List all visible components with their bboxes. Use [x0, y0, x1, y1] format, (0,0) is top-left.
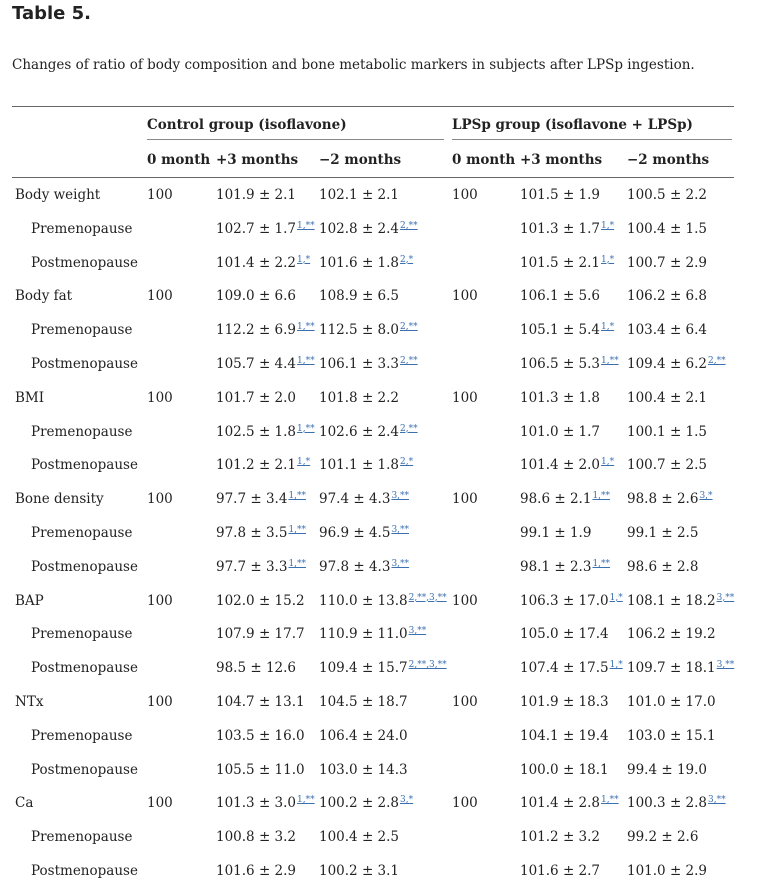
footnote-link[interactable]: 2,**	[708, 356, 726, 366]
cell-value: 109.0 ± 6.6	[216, 288, 297, 305]
cell-value: 101.0 ± 17.0	[627, 694, 716, 710]
table-cell	[319, 863, 399, 879]
table-cell	[319, 390, 399, 406]
table-cell	[147, 390, 173, 406]
table-cell	[319, 457, 413, 473]
table-cell	[520, 255, 614, 271]
table-cell	[520, 559, 610, 575]
cell-value: 100.1 ± 1.5	[627, 423, 708, 440]
table-cell	[452, 187, 478, 203]
row-label-subgroup: Postmenopause	[31, 457, 138, 474]
cell-value: 100.2 ± 2.8	[319, 795, 400, 812]
header-bottom-rule	[12, 177, 734, 178]
cell-value: 100	[147, 491, 173, 508]
row-label-subgroup: Postmenopause	[31, 356, 138, 372]
table-cell	[520, 795, 619, 811]
footnote-link[interactable]: 2,*	[400, 254, 414, 265]
subheader-control-plus3-months: +3 months	[216, 152, 299, 168]
cell-value: 100	[452, 288, 478, 305]
table-cell	[627, 694, 716, 710]
row-label-subgroup: Premenopause	[31, 626, 133, 643]
cell-value: 100	[452, 795, 478, 812]
row-label-subgroup: Postmenopause	[31, 761, 138, 778]
group-header-lpsp: LPSp group (isoflavone + LPSp)	[452, 117, 693, 133]
cell-value: 100.5 ± 2.2	[627, 187, 708, 203]
cell-value: 101.4 ± 2.2	[216, 254, 297, 271]
table-cell	[147, 593, 173, 609]
subheader-control-0-month: 0 month	[147, 152, 211, 168]
table-cell	[627, 255, 707, 271]
cell-value: 101.9 ± 2.1	[216, 187, 297, 203]
group-header-control: Control group (isoflavone)	[147, 117, 347, 133]
table-caption: Changes of ratio of body composition and bone metabolic markers in subjects after LPSp ingestion.	[12, 57, 695, 73]
cell-value: 101.3 ± 3.0	[216, 795, 297, 812]
table-cell	[627, 491, 713, 507]
footnote-link[interactable]: 2,**	[400, 423, 418, 434]
table-cell	[627, 221, 707, 237]
table-cell	[452, 795, 478, 811]
table-cell	[627, 728, 716, 744]
cell-value: 99.2 ± 2.6	[627, 829, 699, 846]
row-label: Bone density	[15, 491, 104, 508]
cell-value: 102.7 ± 1.7	[216, 220, 297, 237]
table-cell	[216, 762, 305, 778]
cell-value: 100	[452, 389, 478, 406]
table-cell	[319, 626, 426, 642]
table-cell	[319, 660, 447, 676]
table-cell	[319, 593, 447, 609]
table-cell	[452, 593, 478, 609]
subheader-lpsp-minus2-months: −2 months	[627, 152, 710, 168]
cell-value: 106.1 ± 5.6	[520, 288, 601, 305]
cell-value: 102.6 ± 2.4	[319, 423, 400, 440]
cell-value: 101.6 ± 2.9	[216, 863, 297, 879]
cell-value: 100.4 ± 1.5	[627, 220, 708, 237]
cell-value: 100.2 ± 3.1	[319, 863, 400, 879]
footnote-link[interactable]: 1,**	[297, 795, 315, 806]
row-label-subgroup: Premenopause	[31, 423, 133, 440]
table-cell	[319, 356, 418, 372]
footnote-link[interactable]: 1,**	[288, 525, 307, 535]
table-cell	[627, 829, 698, 845]
footnote-link[interactable]: 2,**,3,**	[408, 592, 447, 603]
table-cell	[216, 694, 305, 710]
cell-value: 112.2 ± 6.9	[216, 322, 297, 339]
table-cell	[520, 863, 600, 879]
row-label: Body weight	[15, 187, 101, 203]
footnote-link[interactable]: 3,**	[708, 795, 726, 806]
footnote-link[interactable]: 2,**	[400, 356, 418, 366]
cell-value: 100.8 ± 3.2	[216, 829, 297, 846]
table-cell	[216, 390, 296, 406]
table-title: Table 5.	[12, 3, 91, 24]
table-cell	[627, 762, 707, 778]
cell-value: 98.1 ± 2.3	[520, 558, 592, 575]
group-rule-control	[147, 139, 444, 140]
table-cell	[452, 288, 478, 304]
table-cell	[216, 660, 296, 676]
footnote-link[interactable]: 3,**	[391, 491, 410, 502]
table-cell	[520, 660, 623, 676]
footnote-link[interactable]: 1,**	[592, 558, 611, 569]
cell-value: 101.5 ± 2.1	[520, 254, 601, 271]
footnote-link[interactable]: 1,*	[609, 660, 623, 671]
footnote-link[interactable]: 1,**	[297, 220, 315, 231]
table-cell	[520, 356, 619, 372]
table-cell	[452, 390, 478, 406]
cell-value: 106.3 ± 17.0	[520, 592, 609, 609]
row-label-subgroup: Premenopause	[31, 727, 133, 744]
footnote-link[interactable]: 1,**	[601, 795, 619, 806]
cell-value: 100	[452, 694, 478, 710]
subheader-lpsp-plus3-months: +3 months	[520, 152, 603, 168]
cell-value: 100	[452, 592, 478, 609]
cell-value: 105.7 ± 4.4	[216, 356, 297, 372]
cell-value: 103.5 ± 16.0	[216, 727, 305, 744]
cell-value: 103.4 ± 6.4	[627, 322, 708, 339]
cell-value: 105.1 ± 5.4	[520, 322, 601, 339]
table-cell	[147, 694, 173, 710]
table-cell	[216, 221, 315, 237]
table-cell	[216, 795, 315, 811]
table-cell	[319, 525, 409, 541]
table-cell	[319, 424, 418, 440]
table-cell	[216, 356, 315, 372]
cell-value: 101.6 ± 1.8	[319, 254, 400, 271]
cell-value: 110.9 ± 11.0	[319, 626, 408, 643]
cell-value: 101.4 ± 2.8	[520, 795, 601, 812]
cell-value: 100.3 ± 2.8	[627, 795, 708, 812]
subheader-lpsp-0-month: 0 month	[452, 152, 516, 168]
table-cell	[319, 559, 409, 575]
cell-value: 99.1 ± 2.5	[627, 525, 699, 541]
table-cell	[520, 424, 600, 440]
table-cell	[216, 322, 315, 338]
table-cell	[520, 187, 600, 203]
table-cell	[147, 491, 173, 507]
cell-value: 101.3 ± 1.8	[520, 389, 601, 406]
row-label: BMI	[15, 389, 45, 406]
cell-value: 100	[452, 491, 478, 508]
cell-value: 100	[147, 187, 173, 203]
row-label: Body fat	[15, 288, 73, 305]
table-cell	[319, 762, 408, 778]
cell-value: 105.5 ± 11.0	[216, 761, 305, 778]
footnote-link[interactable]: 2,*	[400, 457, 414, 468]
cell-value: 101.2 ± 3.2	[520, 829, 601, 846]
table-cell	[627, 593, 734, 609]
cell-value: 100.4 ± 2.1	[627, 389, 708, 406]
row-label-subgroup: Postmenopause	[31, 558, 138, 575]
table-cell	[319, 795, 413, 811]
cell-value: 105.0 ± 17.4	[520, 626, 609, 643]
footnote-link[interactable]: 1,*	[609, 592, 623, 603]
footnote-link[interactable]: 3,**	[391, 558, 410, 569]
cell-value: 101.7 ± 2.0	[216, 389, 297, 406]
subheader-control-minus2-months: −2 months	[319, 152, 402, 168]
cell-value: 106.2 ± 6.8	[627, 288, 708, 305]
table-cell	[319, 221, 418, 237]
cell-value: 100	[452, 187, 478, 203]
cell-value: 109.4 ± 15.7	[319, 660, 408, 677]
table-cell	[216, 525, 306, 541]
table-cell	[520, 593, 623, 609]
cell-value: 100.0 ± 18.1	[520, 761, 609, 778]
footnote-link[interactable]: 3,**	[716, 660, 735, 671]
cell-value: 108.1 ± 18.2	[627, 592, 716, 609]
cell-value: 97.7 ± 3.3	[216, 558, 288, 575]
table-cell	[627, 660, 734, 676]
cell-value: 101.4 ± 2.0	[520, 457, 601, 474]
footnote-link[interactable]: 1,**	[601, 356, 619, 366]
table-cell	[627, 288, 707, 304]
footnote-link[interactable]: 1,*	[601, 322, 615, 333]
table-cell	[319, 728, 408, 744]
row-label-subgroup: Postmenopause	[31, 660, 138, 677]
table-cell	[627, 187, 707, 203]
row-label-subgroup: Postmenopause	[31, 254, 138, 271]
footnote-link[interactable]: 3,**	[716, 592, 735, 603]
cell-value: 107.9 ± 17.7	[216, 626, 305, 643]
cell-value: 96.9 ± 4.5	[319, 525, 391, 541]
table-cell	[627, 424, 707, 440]
footnote-link[interactable]: 1,*	[297, 254, 311, 265]
footnote-link[interactable]: 3,*	[699, 491, 713, 502]
table-cell	[319, 694, 408, 710]
footnote-link[interactable]: 2,**,3,**	[408, 660, 447, 671]
cell-value: 107.4 ± 17.5	[520, 660, 609, 677]
table-cell	[319, 829, 399, 845]
cell-value: 100.7 ± 2.5	[627, 457, 708, 474]
footnote-link[interactable]: 1,*	[297, 457, 311, 468]
row-label: Ca	[15, 795, 34, 812]
footnote-link[interactable]: 1,**	[297, 423, 315, 434]
cell-value: 109.7 ± 18.1	[627, 660, 716, 677]
cell-value: 104.1 ± 19.4	[520, 727, 609, 744]
cell-value: 102.1 ± 2.1	[319, 187, 400, 203]
footnote-link[interactable]: 2,**	[400, 220, 418, 231]
cell-value: 103.0 ± 15.1	[627, 727, 716, 744]
cell-value: 100.4 ± 2.5	[319, 829, 400, 846]
table-cell	[627, 356, 726, 372]
cell-value: 98.5 ± 12.6	[216, 660, 297, 677]
table-cell	[627, 559, 698, 575]
table-cell	[520, 221, 614, 237]
table-cell	[216, 829, 296, 845]
table-cell	[520, 322, 614, 338]
cell-value: 106.4 ± 24.0	[319, 727, 408, 744]
table-cell	[216, 559, 306, 575]
table-cell	[452, 491, 478, 507]
cell-value: 100.7 ± 2.9	[627, 254, 708, 271]
cell-value: 106.5 ± 5.3	[520, 356, 601, 372]
table-cell	[520, 457, 614, 473]
cell-value: 103.0 ± 14.3	[319, 761, 408, 778]
cell-value: 100	[147, 389, 173, 406]
table-cell	[520, 728, 609, 744]
row-label-subgroup: Premenopause	[31, 829, 133, 846]
cell-value: 101.8 ± 2.2	[319, 389, 400, 406]
cell-value: 99.1 ± 1.9	[520, 525, 592, 541]
row-label-subgroup: Postmenopause	[31, 863, 138, 879]
table-cell	[216, 863, 296, 879]
table-cell	[216, 626, 305, 642]
table-cell	[216, 593, 305, 609]
table-cell	[627, 626, 716, 642]
cell-value: 101.0 ± 2.9	[627, 863, 708, 879]
group-rule-lpsp	[452, 139, 732, 140]
table-cell	[627, 457, 707, 473]
table-cell	[216, 457, 310, 473]
table-cell	[452, 694, 478, 710]
table-cell	[627, 525, 698, 541]
table-cell	[520, 525, 591, 541]
row-label: NTx	[15, 694, 44, 710]
cell-value: 106.2 ± 19.2	[627, 626, 716, 643]
footnote-link[interactable]: 1,*	[601, 254, 615, 265]
footnote-link[interactable]: 1,**	[592, 491, 611, 502]
table-cell	[319, 187, 399, 203]
table-cell	[147, 288, 173, 304]
cell-value: 101.6 ± 2.7	[520, 863, 601, 879]
cell-value: 102.5 ± 1.8	[216, 423, 297, 440]
cell-value: 102.0 ± 15.2	[216, 592, 305, 609]
footnote-link[interactable]: 2,**	[400, 322, 418, 333]
table-cell	[520, 491, 610, 507]
cell-value: 100	[147, 288, 173, 305]
footnote-link[interactable]: 1,**	[288, 491, 307, 502]
table-cell	[216, 187, 296, 203]
cell-value: 100	[147, 592, 173, 609]
table-cell	[319, 255, 413, 271]
cell-value: 99.4 ± 19.0	[627, 761, 708, 778]
table-cell	[627, 863, 707, 879]
cell-value: 110.0 ± 13.8	[319, 592, 408, 609]
table-cell	[216, 424, 315, 440]
footnote-link[interactable]: 1,**	[297, 356, 315, 366]
cell-value: 100	[147, 694, 173, 710]
table-cell	[216, 288, 296, 304]
cell-value: 102.8 ± 2.4	[319, 220, 400, 237]
cell-value: 109.4 ± 6.2	[627, 356, 708, 372]
cell-value: 97.4 ± 4.3	[319, 491, 391, 508]
cell-value: 108.9 ± 6.5	[319, 288, 400, 305]
table-cell	[319, 491, 409, 507]
table-top-rule	[12, 106, 734, 107]
table-cell	[216, 728, 305, 744]
table-cell	[216, 491, 306, 507]
table-cell	[319, 288, 399, 304]
table-cell	[627, 795, 726, 811]
table-cell	[627, 322, 707, 338]
cell-value: 97.8 ± 4.3	[319, 558, 391, 575]
table-cell	[520, 762, 609, 778]
table-cell	[520, 694, 609, 710]
cell-value: 101.0 ± 1.7	[520, 423, 601, 440]
table-cell	[147, 795, 173, 811]
footnote-link[interactable]: 1,**	[288, 558, 307, 569]
table-cell	[147, 187, 173, 203]
cell-value: 106.1 ± 3.3	[319, 356, 400, 372]
cell-value: 100	[147, 795, 173, 812]
cell-value: 104.7 ± 13.1	[216, 694, 305, 710]
table-cell	[520, 288, 600, 304]
footnote-link[interactable]: 1,*	[601, 457, 615, 468]
cell-value: 98.6 ± 2.8	[627, 558, 699, 575]
cell-value: 98.6 ± 2.1	[520, 491, 592, 508]
row-label-subgroup: Premenopause	[31, 220, 133, 237]
table-cell	[520, 626, 609, 642]
cell-value: 101.3 ± 1.7	[520, 220, 601, 237]
row-label: BAP	[15, 592, 44, 609]
table-cell	[627, 390, 707, 406]
cell-value: 101.2 ± 2.1	[216, 457, 297, 474]
cell-value: 101.1 ± 1.8	[319, 457, 400, 474]
cell-value: 101.9 ± 18.3	[520, 694, 609, 710]
footnote-link[interactable]: 3,**	[408, 626, 427, 637]
cell-value: 98.8 ± 2.6	[627, 491, 699, 508]
cell-value: 112.5 ± 8.0	[319, 322, 400, 339]
cell-value: 97.7 ± 3.4	[216, 491, 288, 508]
table-cell	[520, 829, 600, 845]
row-label-subgroup: Premenopause	[31, 322, 133, 339]
footnote-link[interactable]: 3,**	[391, 525, 410, 535]
footnote-link[interactable]: 1,**	[297, 322, 315, 333]
cell-value: 104.5 ± 18.7	[319, 694, 408, 710]
footnote-link[interactable]: 1,*	[601, 220, 615, 231]
cell-value: 101.5 ± 1.9	[520, 187, 601, 203]
cell-value: 97.8 ± 3.5	[216, 525, 288, 541]
table-cell	[319, 322, 418, 338]
table-cell	[520, 390, 600, 406]
table-cell	[216, 255, 310, 271]
row-label-subgroup: Premenopause	[31, 525, 133, 541]
footnote-link[interactable]: 3,*	[400, 795, 414, 806]
